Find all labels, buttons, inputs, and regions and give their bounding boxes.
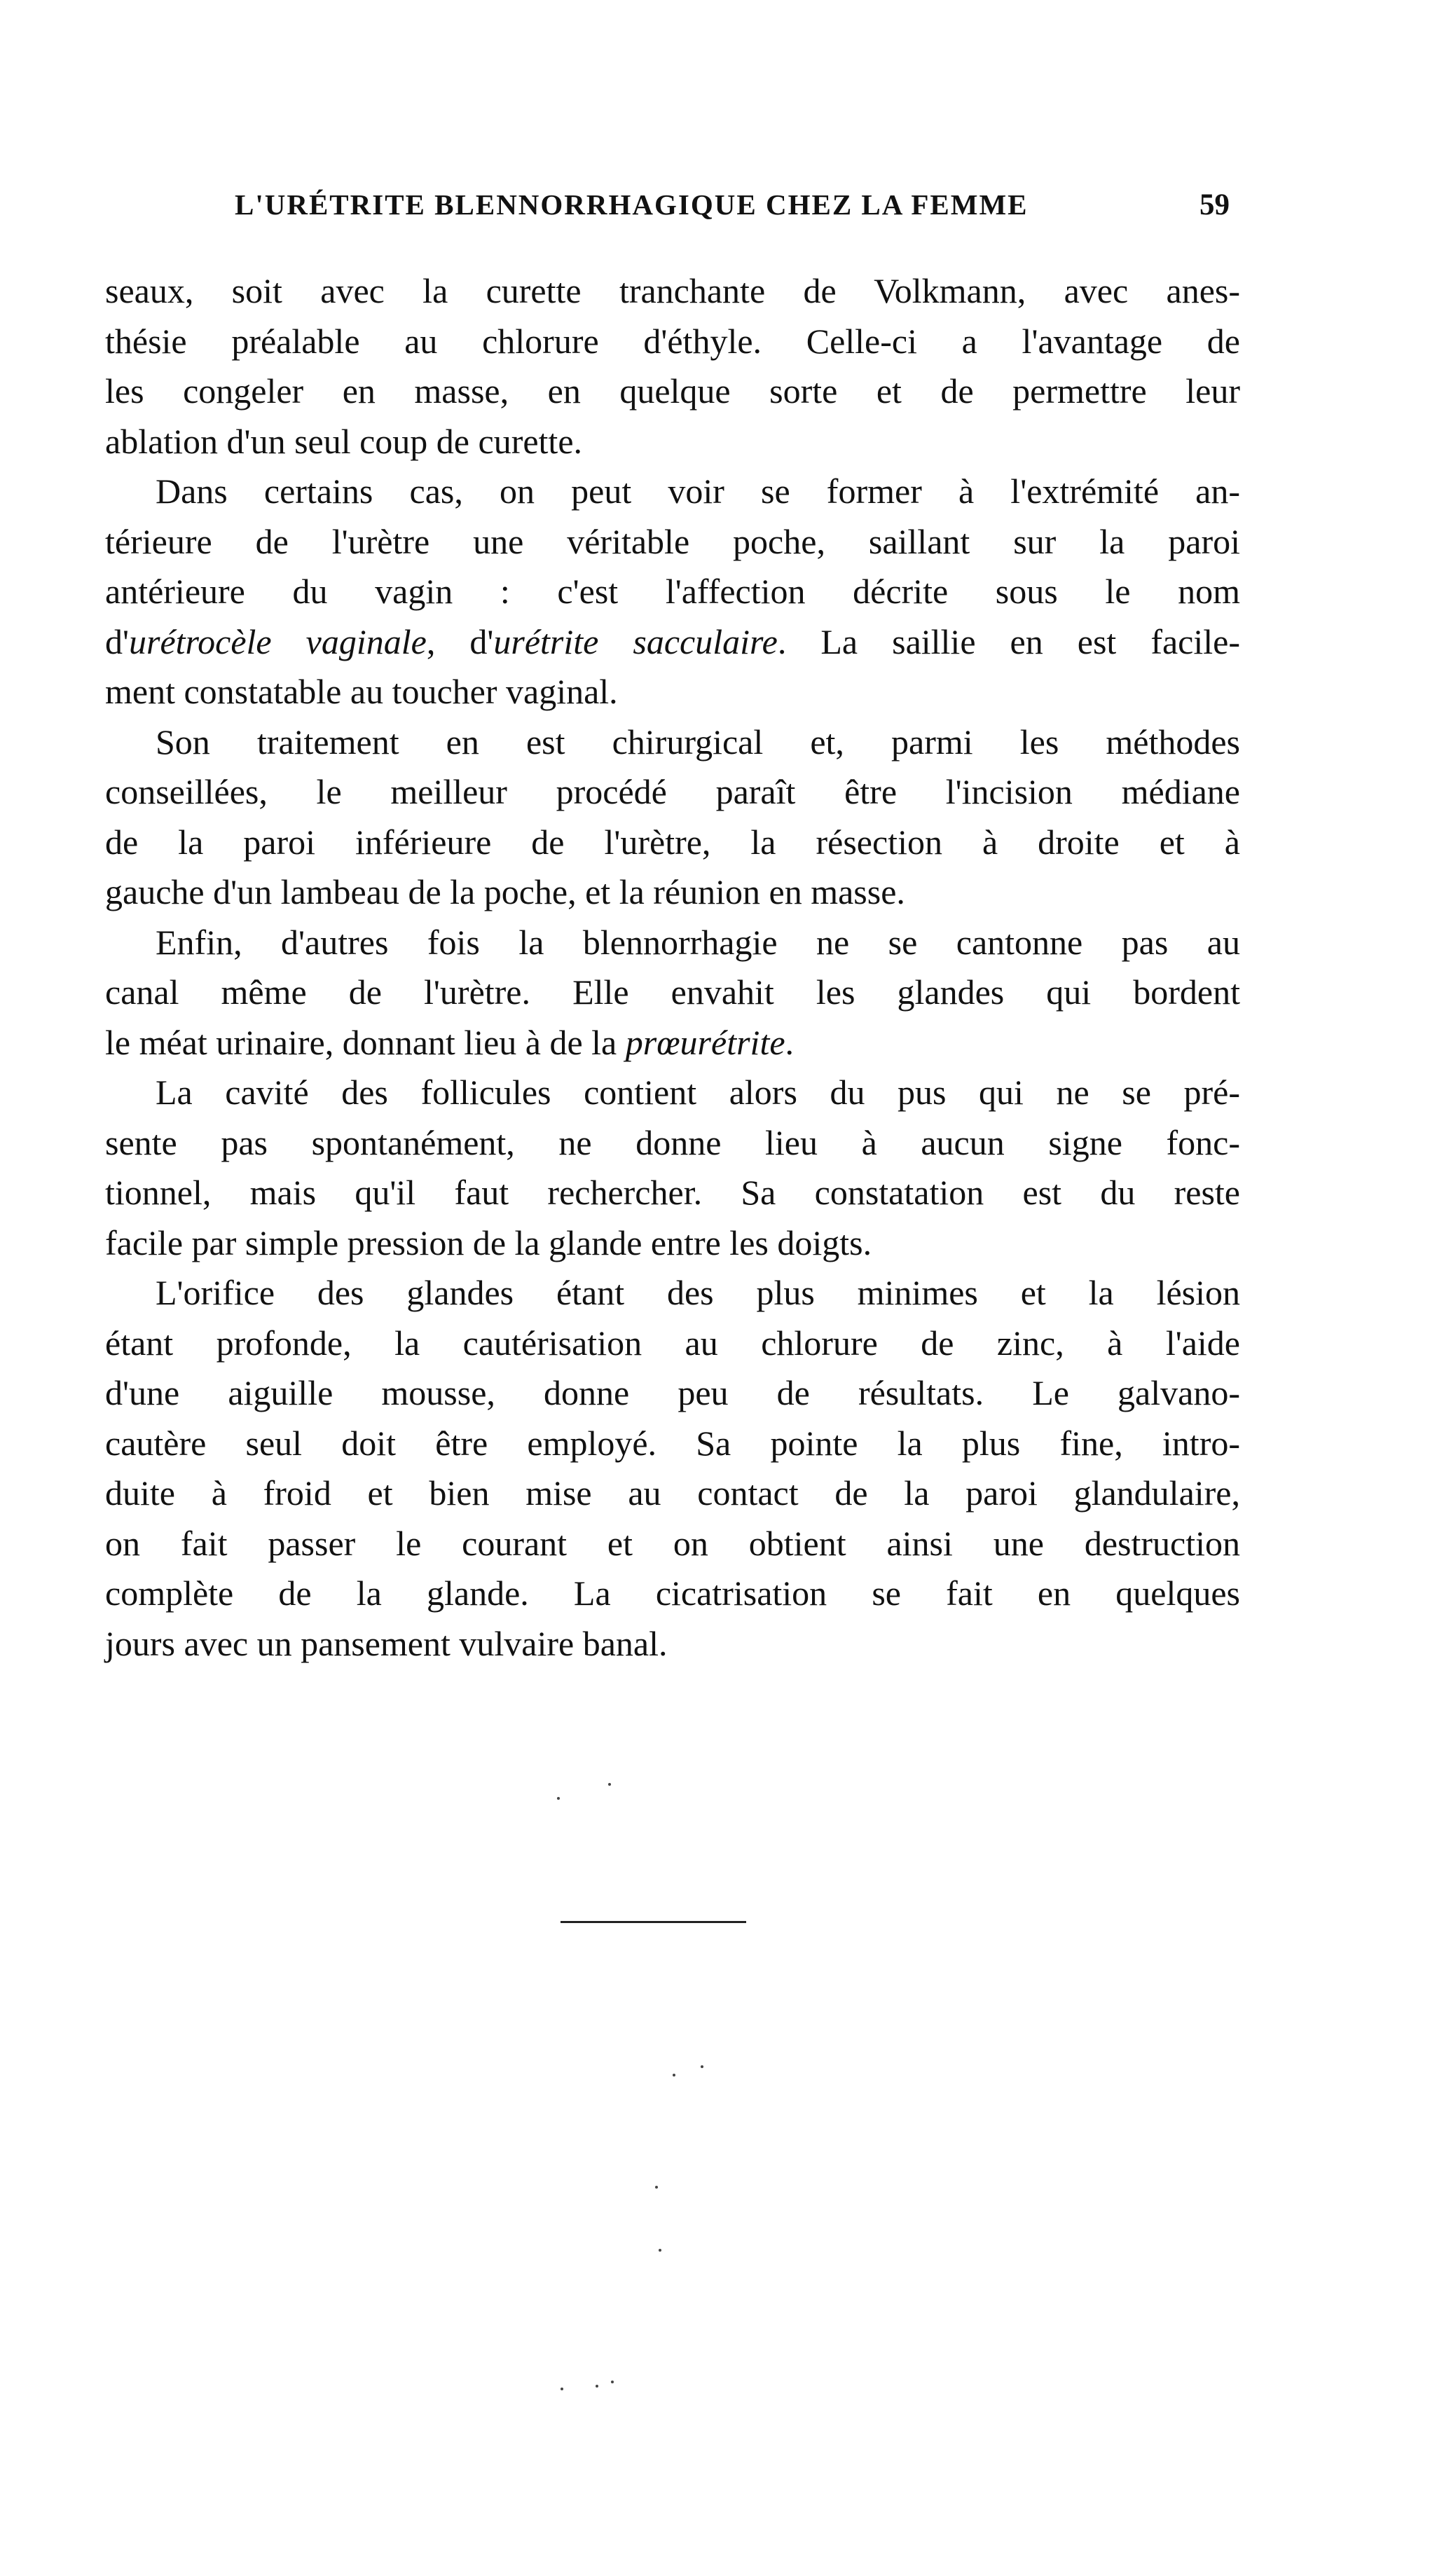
- paragraph-5: [105, 1068, 1240, 1268]
- print-speck: [673, 2074, 675, 2076]
- italic-term: urétrocèle vaginale: [129, 621, 427, 661]
- text-line: jours avec un pansement vulvaire banal.: [105, 1623, 668, 1663]
- print-speck: [655, 2186, 658, 2189]
- text-line: [105, 1018, 1240, 1068]
- text-line: Son traitement en est chirurgical et, parmi les méthodes: [156, 722, 1240, 762]
- page-number: 59: [1199, 188, 1230, 221]
- text-line: de la paroi inférieure de l'urètre, la résection à droite et à: [105, 822, 1240, 862]
- text-line: seaux, soit avec la curette tranchante de Volkmann, avec anes-: [105, 271, 1240, 310]
- italic-term: prœurétrite: [625, 1022, 785, 1062]
- text-line: étant profonde, la cautérisation au chlorure de zinc, à l'aide: [105, 1323, 1240, 1363]
- text-line: L'orifice des glandes étant des plus minimes et la lésion: [156, 1273, 1240, 1312]
- text-fragment: , d': [426, 621, 494, 661]
- text-line: Enfin, d'autres fois la blennorrhagie ne se cantonne pas au: [156, 922, 1240, 962]
- text-line: [105, 617, 1240, 668]
- text-line: térieure de l'urètre une véritable poche, saillant sur la paroi: [105, 521, 1240, 561]
- text-line: tionnel, mais qu'il faut rechercher. Sa constatation est du reste: [105, 1173, 1240, 1212]
- text-fragment: . La saillie en est facile-: [777, 621, 1240, 661]
- text-fragment: .: [785, 1022, 795, 1062]
- italic-term: urétrite sacculaire: [493, 621, 778, 661]
- text-line: Dans certains cas, on peut voir se former à l'extrémité an-: [156, 471, 1240, 511]
- text-line: facile par simple pression de la glande entre les doigts.: [105, 1222, 872, 1262]
- text-line: sente pas spontanément, ne donne lieu à aucun signe fonc-: [105, 1122, 1240, 1162]
- body-text: [105, 266, 1240, 1669]
- running-title: L'URÉTRITE BLENNORRHAGIQUE CHEZ LA FEMME: [235, 188, 1029, 221]
- text-line: ablation d'un seul coup de curette.: [105, 421, 583, 461]
- print-speck: [608, 1783, 611, 1786]
- text-fragment: d': [105, 621, 130, 661]
- print-speck: [596, 2385, 598, 2388]
- section-rule: [561, 1921, 746, 1923]
- text-line: La cavité des follicules contient alors du pus qui ne se pré-: [156, 1073, 1240, 1112]
- text-line: conseillées, le meilleur procédé paraît être l'incision médiane: [105, 772, 1240, 811]
- paragraph-1: [105, 266, 1240, 467]
- text-line: ment constatable au toucher vaginal.: [105, 672, 618, 711]
- print-speck: [701, 2065, 703, 2068]
- text-fragment: le méat urinaire, donnant lieu à de la: [105, 1022, 626, 1062]
- text-line: thésie préalable au chlorure d'éthyle. Celle-ci a l'avantage de: [105, 321, 1240, 361]
- text-line: les congeler en masse, en quelque sorte et de permettre leur: [105, 371, 1240, 411]
- print-speck: [557, 1797, 560, 1800]
- print-speck: [561, 2388, 563, 2390]
- paragraph-6: [105, 1268, 1240, 1669]
- text-line: antérieure du vagin : c'est l'affection décrite sous le nom: [105, 572, 1240, 611]
- text-line: duite à froid et bien mise au contact de la paroi glandulaire,: [105, 1473, 1240, 1513]
- text-line: canal même de l'urètre. Elle envahit les glandes qui bordent: [105, 972, 1240, 1012]
- paragraph-3: [105, 717, 1240, 918]
- paragraph-4: [105, 918, 1240, 1068]
- text-line: gauche d'un lambeau de la poche, et la réunion en masse.: [105, 872, 905, 911]
- paragraph-2: [105, 467, 1240, 717]
- print-speck: [611, 2381, 614, 2383]
- print-speck: [659, 2249, 661, 2252]
- text-line: d'une aiguille mousse, donne peu de résultats. Le galvano-: [105, 1373, 1240, 1412]
- text-line: cautère seul doit être employé. Sa pointe la plus fine, intro-: [105, 1423, 1240, 1463]
- text-line: complète de la glande. La cicatrisation se fait en quelques: [105, 1573, 1240, 1613]
- text-line: on fait passer le courant et on obtient ainsi une destruction: [105, 1523, 1240, 1563]
- running-head: [235, 188, 1230, 230]
